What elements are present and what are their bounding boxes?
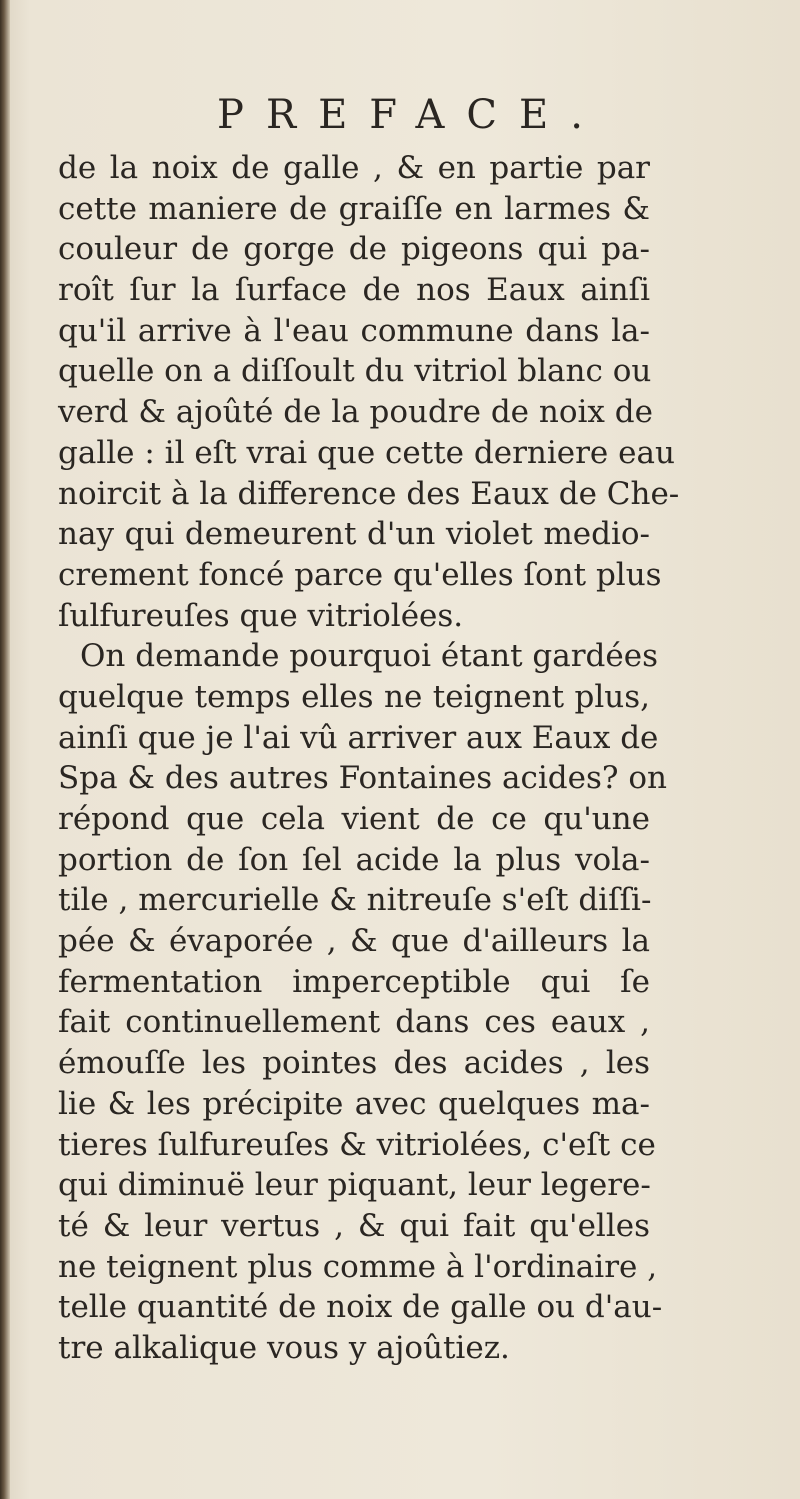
text-line: qui diminuë leur piquant, leur legere-	[58, 1167, 651, 1204]
text-line: té & leur vertus , & qui fait qu'elles	[58, 1207, 650, 1244]
text-line: quelle on a diſſoult du vitriol blanc ou	[58, 353, 652, 390]
text-line: noircit à la difference des Eaux de Che-	[58, 475, 680, 512]
text-line: ne teignent plus comme à l'ordinaire ,	[58, 1248, 658, 1285]
text-line: telle quantité de noix de galle ou d'au-	[58, 1289, 663, 1326]
text-line: fermentation imperceptible qui ſe	[58, 963, 650, 1000]
text-line: galle : il eſt vrai que cette derniere eau	[58, 434, 675, 471]
text-line: nay qui demeurent d'un violet medio-	[58, 516, 650, 553]
body-text	[58, 148, 680, 1369]
text-line: pée & évaporée , & que d'ailleurs la	[58, 923, 650, 960]
text-line: tieres ſulfureuſes & vitriolées, c'eſt ce	[58, 1126, 656, 1163]
page-binding-edge	[0, 0, 10, 1499]
text-line: lie & les précipite avec quelques ma-	[58, 1085, 650, 1122]
text-line: qu'il arrive à l'eau commune dans la-	[58, 312, 650, 349]
text-line: ainſi que je l'ai vû arriver aux Eaux de	[58, 719, 659, 756]
text-line: cette maniere de graiſſe en larmes &	[58, 190, 650, 227]
text-line: tre alkalique vous y ajoûtiez.	[58, 1329, 510, 1366]
text-line: répond que cela vient de ce qu'une	[58, 801, 650, 837]
running-head: PREFACE.	[217, 92, 605, 138]
text-line: crement foncé parce qu'elles ſont plus	[58, 556, 662, 593]
text-line: couleur de gorge de pigeons qui pa-	[58, 231, 650, 268]
text-line: portion de ſon ſel acide la plus vola-	[58, 841, 650, 878]
text-line: de la noix de galle , & en partie par	[58, 150, 650, 186]
text-line: roît ſur la ſurface de nos Eaux ainſi	[58, 272, 650, 309]
text-line: fait continuellement dans ces eaux ,	[58, 1004, 650, 1041]
text-line: Spa & des autres Fontaines acides? on	[58, 760, 667, 797]
text-line: ſulfureuſes que vitriolées.	[58, 597, 464, 634]
text-line: quelque temps elles ne teignent plus,	[58, 678, 650, 715]
paragraph-first-line: On demande pourquoi étant gardées	[80, 638, 658, 675]
text-line: tile , mercurielle & nitreuſe s'eſt diſſi-	[58, 882, 652, 919]
text-line: verd & ajoûté de la poudre de noix de	[58, 394, 653, 431]
text-line: émouſſe les pointes des acides , les	[58, 1045, 650, 1082]
